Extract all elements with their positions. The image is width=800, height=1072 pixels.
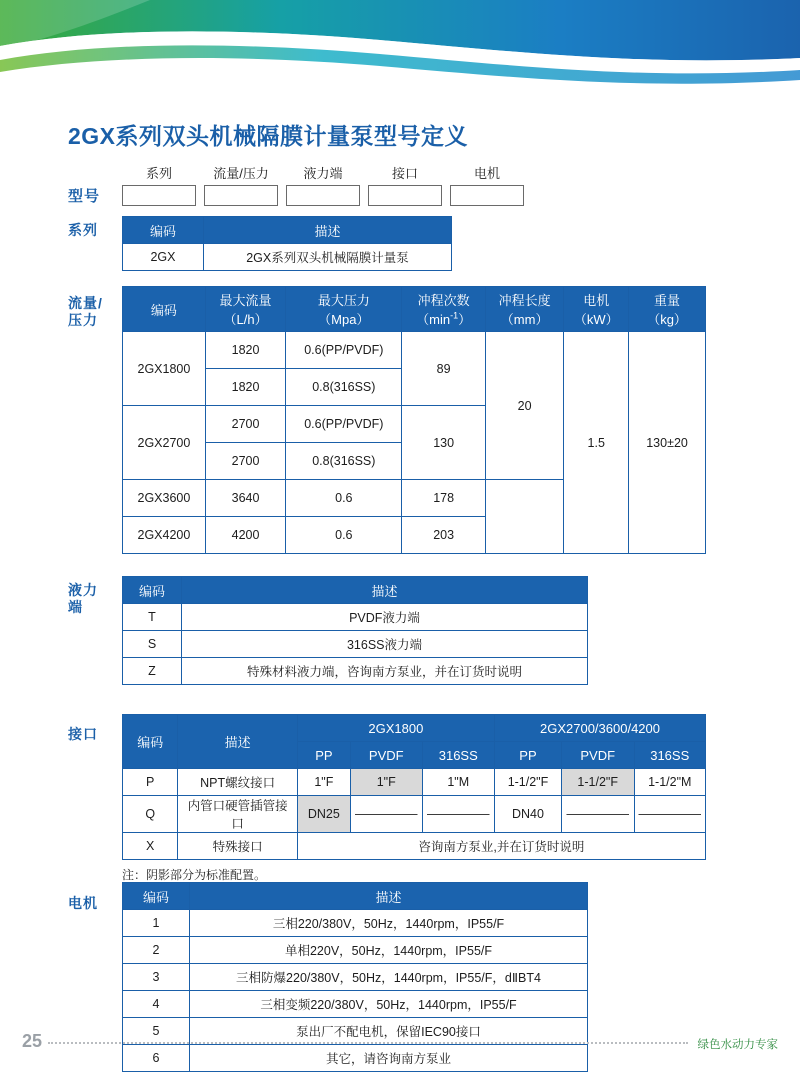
model-field-caption: 系列 — [145, 166, 172, 181]
flow-value: 3640 — [205, 480, 285, 517]
series-desc: 2GX系列双头机械隔膜计量泵 — [204, 244, 452, 271]
table-row — [123, 937, 588, 964]
model-fields — [122, 163, 524, 206]
series-code: 2GX — [123, 244, 204, 271]
interface-note: 注：阴影部分为标准配置。 — [122, 868, 267, 882]
table-row — [123, 244, 452, 271]
interface-merged-note: 咨询南方泵业,并在订货时说明 — [297, 833, 705, 860]
interface-header-desc: 描述 — [178, 715, 297, 769]
interface-cell: DN40 — [495, 796, 562, 833]
flow-code-2700: 2GX2700 — [123, 406, 206, 480]
interface-code: X — [123, 833, 178, 860]
flow-value: 4200 — [205, 517, 285, 554]
weight-value: 130±20 — [629, 332, 706, 554]
table-row — [123, 1018, 588, 1045]
table-row — [123, 991, 588, 1018]
liquid-end-code: S — [123, 631, 182, 658]
table-header-row — [123, 883, 588, 910]
interface-cell: ————— — [351, 796, 423, 833]
interface-cell: 1"F — [297, 769, 350, 796]
series-header-code: 编码 — [123, 217, 204, 244]
flow-header-maxflow: 最大流量 （L/h） — [205, 287, 285, 332]
interface-cell: ————— — [422, 796, 495, 833]
model-input-flow[interactable] — [204, 185, 278, 206]
liquid-end-code: Z — [123, 658, 182, 685]
model-field-caption: 接口 — [391, 166, 418, 181]
flow-value: 2700 — [205, 443, 285, 480]
model-field-caption: 液力端 — [303, 166, 343, 181]
pressure-value: 0.6(PP/PVDF) — [286, 332, 402, 369]
motor-power-value: 1.5 — [564, 332, 629, 554]
interface-cell: 1"M — [422, 769, 495, 796]
liquid-end-desc: 特殊材料液力端，咨询南方泵业，并在订货时说明 — [182, 658, 588, 685]
table-row — [123, 833, 706, 860]
flow-code-1800: 2GX1800 — [123, 332, 206, 406]
model-field-liquid-end — [286, 163, 360, 206]
table-row — [123, 631, 588, 658]
motor-code: 1 — [123, 910, 190, 937]
motor-desc: 三相220/380V，50Hz，1440rpm，IP55/F — [190, 910, 588, 937]
motor-desc: 三相变频220/380V，50Hz，1440rpm，IP55/F — [190, 991, 588, 1018]
section-label-liquid-end-line2: 端 — [68, 599, 83, 615]
model-field-series — [122, 163, 196, 206]
interface-cell: 1-1/2"F — [561, 769, 634, 796]
strokes-value: 130 — [402, 406, 485, 480]
section-label-series: 系列 — [68, 222, 98, 238]
footer-tagline: 绿色水动力专家 — [697, 1039, 778, 1051]
strokes-value: 203 — [402, 517, 485, 554]
model-input-motor[interactable] — [450, 185, 524, 206]
table-row — [123, 1045, 588, 1072]
motor-header-desc: 描述 — [190, 883, 588, 910]
page-title: 2GX系列双头机械隔膜计量泵型号定义 — [68, 123, 469, 149]
flow-header-maxpressure: 最大压力 （Mpa） — [286, 287, 402, 332]
interface-cell: 1-1/2"F — [495, 769, 562, 796]
interface-desc: 内管口硬管插管接口 — [178, 796, 297, 833]
table-row — [123, 658, 588, 685]
page-number: 25 — [22, 1031, 43, 1051]
table-interface — [122, 714, 706, 860]
motor-code: 4 — [123, 991, 190, 1018]
motor-desc: 其它，请咨询南方泵业 — [190, 1045, 588, 1072]
interface-subheader-pvdf2: PVDF — [561, 742, 634, 769]
interface-code: Q — [123, 796, 178, 833]
motor-code: 2 — [123, 937, 190, 964]
flow-header-strokes: 冲程次数 $(\min^{-1})$ — [402, 287, 485, 332]
strokes-value: 178 — [402, 480, 485, 517]
pressure-value: 0.8(316SS) — [286, 443, 402, 480]
pressure-value: 0.6 — [286, 480, 402, 517]
interface-header-group-2700: 2GX2700/3600/4200 — [495, 715, 706, 742]
table-row — [123, 604, 588, 631]
interface-header-code: 编码 — [123, 715, 178, 769]
flow-value: 1820 — [205, 332, 285, 369]
flow-header-motor: 电机 （kW） — [564, 287, 629, 332]
model-label: 型号 — [68, 188, 101, 205]
table-row — [123, 332, 706, 369]
liquid-end-header-code: 编码 — [123, 577, 182, 604]
interface-subheader-pvdf: PVDF — [351, 742, 423, 769]
strokes-value: 89 — [402, 332, 485, 406]
model-field-caption: 流量/压力 — [213, 166, 269, 181]
table-flow-pressure — [122, 286, 706, 554]
liquid-end-desc: 316SS液力端 — [182, 631, 588, 658]
model-field-caption: 电机 — [473, 166, 500, 181]
motor-header-code: 编码 — [123, 883, 190, 910]
motor-code: 3 — [123, 964, 190, 991]
model-field-motor — [450, 163, 524, 206]
section-label-interface: 接口 — [68, 726, 98, 742]
table-header-row — [123, 217, 452, 244]
interface-cell: 1"F — [351, 769, 423, 796]
footer-divider — [48, 1042, 688, 1044]
series-header-desc: 描述 — [204, 217, 452, 244]
motor-desc: 三相防爆220/380V，50Hz，1440rpm，IP55/F，dⅡBT4 — [190, 964, 588, 991]
table-liquid-end — [122, 576, 588, 685]
interface-code: P — [123, 769, 178, 796]
flow-header-weight: 重量 （kg） — [629, 287, 706, 332]
interface-subheader-pp: PP — [297, 742, 350, 769]
model-input-series[interactable] — [122, 185, 196, 206]
section-label-motor: 电机 — [68, 895, 98, 911]
interface-header-group-1800: 2GX1800 — [297, 715, 494, 742]
section-label-flow — [68, 295, 116, 329]
interface-cell: ————— — [561, 796, 634, 833]
interface-subheader-pp2: PP — [495, 742, 562, 769]
motor-desc: 泵出厂不配电机，保留IEC90接口 — [190, 1018, 588, 1045]
model-input-liquid-end[interactable] — [286, 185, 360, 206]
liquid-end-code: T — [123, 604, 182, 631]
flow-value: 1820 — [205, 369, 285, 406]
interface-cell: 1-1/2"M — [634, 769, 706, 796]
table-row — [123, 910, 588, 937]
liquid-end-desc: PVDF液力端 — [182, 604, 588, 631]
stroke-length-value: 20 — [485, 332, 564, 480]
interface-subheader-316ss: 316SS — [422, 742, 495, 769]
table-row — [123, 796, 706, 833]
table-header-row — [123, 287, 706, 332]
table-header-row — [123, 577, 588, 604]
model-field-flow — [204, 163, 278, 206]
motor-desc: 单相220V，50Hz，1440rpm，IP55/F — [190, 937, 588, 964]
flow-header-stroke-length: 冲程长度 （mm） — [485, 287, 564, 332]
stroke-length-blank — [485, 480, 564, 554]
table-row — [123, 964, 588, 991]
section-label-liquid-end — [68, 582, 116, 616]
interface-desc: NPT螺纹接口 — [178, 769, 297, 796]
flow-code-4200: 2GX4200 — [123, 517, 206, 554]
flow-code-3600: 2GX3600 — [123, 480, 206, 517]
model-input-interface[interactable] — [368, 185, 442, 206]
motor-code: 5 — [123, 1018, 190, 1045]
liquid-end-header-desc: 描述 — [182, 577, 588, 604]
interface-cell: DN25 — [297, 796, 350, 833]
model-field-interface — [368, 163, 442, 206]
motor-code: 6 — [123, 1045, 190, 1072]
flow-header-code: 编码 — [123, 287, 206, 332]
table-series — [122, 216, 452, 271]
pressure-value: 0.6 — [286, 517, 402, 554]
pressure-value: 0.6(PP/PVDF) — [286, 406, 402, 443]
header-banner — [0, 0, 800, 92]
interface-desc: 特殊接口 — [178, 833, 297, 860]
section-label-flow-line2: 压力 — [68, 312, 98, 328]
interface-cell: ————— — [634, 796, 706, 833]
flow-value: 2700 — [205, 406, 285, 443]
table-row — [123, 769, 706, 796]
pressure-value: 0.8(316SS) — [286, 369, 402, 406]
table-header-row — [123, 715, 706, 742]
interface-subheader-316ss2: 316SS — [634, 742, 706, 769]
section-label-flow-line1: 流量/ — [68, 295, 103, 311]
section-label-liquid-end-line1: 液力 — [68, 582, 98, 598]
